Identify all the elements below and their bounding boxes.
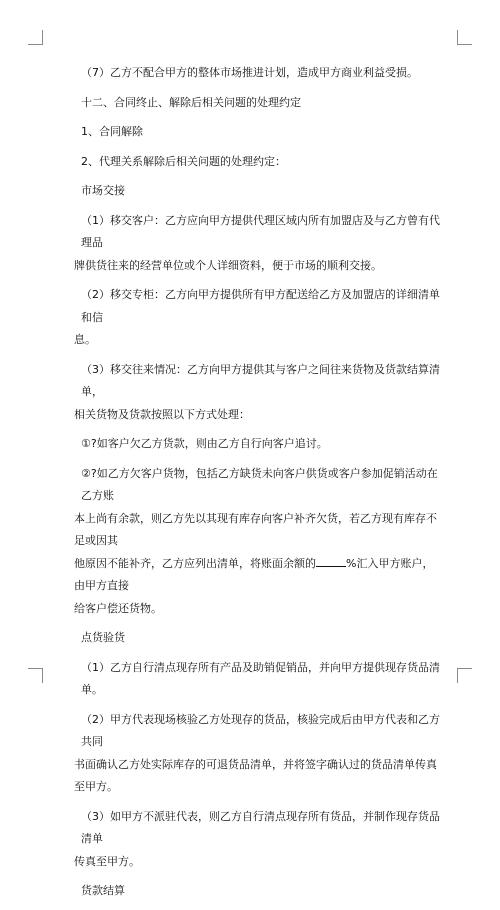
handover-item-3-line-1: （3）移交往来情况：乙方向甲方提供其与客户之间往来货物及货款结算清单， xyxy=(81,362,440,398)
handover-item-1-line-2: 牌供货往来的经营单位或个人详细资料，便于市场的顺利交接。 xyxy=(74,258,382,272)
settlement-case-2-line-4: 给客户偿还货物。 xyxy=(74,601,162,615)
clause-7: （7）乙方不配合甲方的整体市场推进计划，造成甲方商业利益受损。 xyxy=(81,66,418,79)
inventory-item-1: （1）乙方自行清点现存所有产品及助销促销品，并向甲方提供现存货品清单。 xyxy=(81,660,440,696)
settlement-case-2-text-after-blank: %汇入甲方账户，由甲方直接 xyxy=(74,556,434,592)
handover-item-3 xyxy=(74,359,444,427)
handover-item-3-line-2: 相关货物及货款按照以下方式处理： xyxy=(74,407,250,421)
crop-mark-top-left xyxy=(28,30,43,45)
handover-item-2-line-2: 息。 xyxy=(74,333,96,346)
handover-item-2 xyxy=(74,284,444,352)
crop-mark-bottom-right xyxy=(457,668,472,683)
settlement-case-2 xyxy=(74,463,444,621)
crop-mark-top-right xyxy=(457,30,472,45)
section-heading-12: 十二、合同终止、解除后相关问题的处理约定 xyxy=(81,95,301,109)
inventory-item-2 xyxy=(74,709,444,799)
settlement-case-1: ①?如客户欠乙方货款，则由乙方自行向客户追讨。 xyxy=(81,437,328,450)
subheading-payment-settlement: 货款结算 xyxy=(81,884,125,897)
handover-item-2-line-1: （2）移交专柜：乙方向甲方提供所有甲方配送给乙方及加盟店的详细清单和信 xyxy=(81,288,440,324)
subheading-agency-dissolution: 2、代理关系解除后相关问题的处理约定： xyxy=(81,154,286,168)
subheading-inventory-check: 点货验货 xyxy=(81,631,125,644)
handover-item-1-line-1: （1）移交客户：乙方应向甲方提供代理区域内所有加盟店及与乙方曾有代理品 xyxy=(81,213,440,249)
inventory-item-3 xyxy=(74,806,444,874)
document-body xyxy=(74,62,444,910)
handover-item-1 xyxy=(74,210,444,278)
inventory-item-3-line-2: 传真至甲方。 xyxy=(74,854,140,868)
crop-mark-bottom-left xyxy=(28,668,43,683)
subheading-contract-termination: 1、合同解除 xyxy=(81,125,143,138)
subheading-market-handover: 市场交接 xyxy=(81,184,125,197)
inventory-item-2-line-2: 书面确认乙方处实际库存的可退货品清单，并将签字确认过的货品清单传真至甲方。 xyxy=(74,757,437,793)
inventory-item-3-line-1: （3）如甲方不派驻代表，则乙方自行清点现存所有货品，并制作现存货品清单 xyxy=(81,809,440,845)
settlement-case-2-line-2: 本上尚有余款，则乙方先以其现有库存向客户补齐欠货，若乙方现有库存不足或因其 xyxy=(74,511,437,547)
settlement-case-2-line-1: ②?如乙方欠客户货物，包括乙方缺货未向客户供货或客户参加促销活动在乙方账 xyxy=(81,466,438,502)
settlement-case-2-line-3 xyxy=(74,553,444,598)
inventory-item-2-line-1: （2）甲方代表现场核验乙方处现存的货品，核验完成后由甲方代表和乙方共同 xyxy=(81,712,440,748)
percentage-blank xyxy=(316,556,346,567)
settlement-case-2-text-before-blank: 他原因不能补齐，乙方应列出清单，将账面余额的 xyxy=(74,556,316,570)
